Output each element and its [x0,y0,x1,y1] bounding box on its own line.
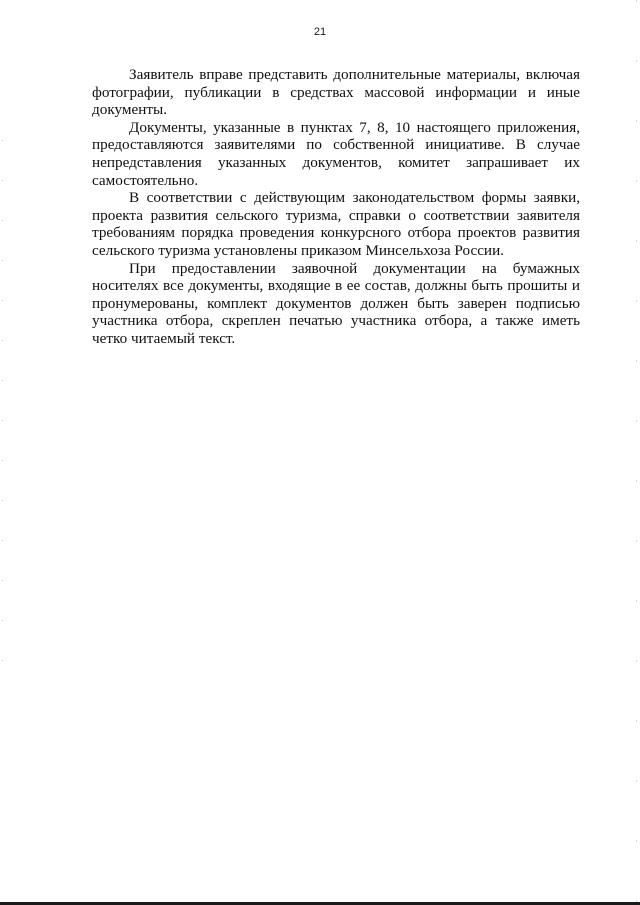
page-number: 21 [313,26,327,38]
paragraph-documents-initiative: Документы, указанные в пунктах 7, 8, 10 настоящего приложения, предоставляются заявителями по собственной инициативе. В случае непредставления указанных документов, комитет запрашивает их самостоятельно. [92,118,580,189]
document-body [92,66,580,348]
paragraph-paper-submission: При предоставлении заявочной документации на бумажных носителях все документы, входящие в ее состав, должны быть прошиты и пронумерованы, комплект документов должен быть заверен подписью участника отбора, скреплен печатью участника отбора, а также иметь четко читаемый текст. [92,259,580,347]
paragraph-forms-legislation: В соответствии с действующим законодательством формы заявки, проекта развития сельского туризма, справки о соответствии заявителя требованиям порядка проведения конкурсного отбора проектов развития сельского туризма установлены приказом Минсельхоза России. [92,189,580,259]
scan-edge-left [2,140,3,700]
paragraph-additional-materials: Заявитель вправе представить дополнительные материалы, включая фотографии, публикации в средствах массовой информации и иные документы. [92,66,580,119]
scan-edge-right [636,0,637,905]
